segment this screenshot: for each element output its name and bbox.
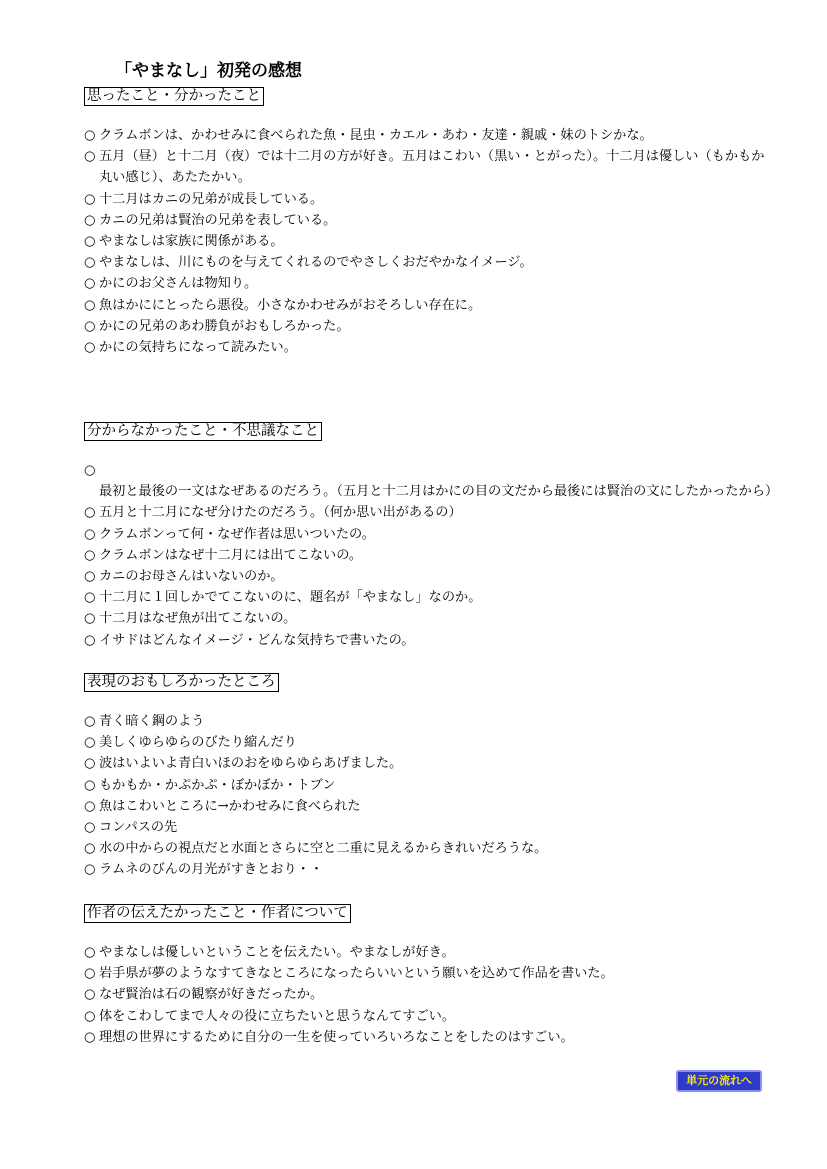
- list-item: ○ 十二月はカニの兄弟が成長している。: [84, 189, 774, 210]
- list-item: ○ やまなしは、川にものを与えてくれるのでやさしくおだやかなイメージ。: [84, 252, 774, 273]
- item-list: [84, 460, 779, 651]
- list-item: ○ なぜ賢治は石の観察が好きだったか。: [84, 984, 774, 1005]
- list-item: ○ 魚はこわいところに→かわせみに食べられた: [84, 796, 774, 817]
- section-heading: 分からなかったこと・不思議なこと: [84, 422, 322, 441]
- list-item: ○ もかもか・かぷかぷ・ぼかぼか・トブン: [84, 775, 774, 796]
- list-item: ○ 体をこわしてまで人々の役に立ちたいと思うなんてすごい。: [84, 1006, 774, 1027]
- list-item: ○ 理想の世界にするために自分の一生を使っていろいろなことをしたのはすごい。: [84, 1027, 774, 1048]
- list-item: ○ 波はいよいよ青白いほのおをゆらゆらあげました。: [84, 753, 774, 774]
- list-item: ○ 五月（昼）と十二月（夜）では十二月の方が好き。五月はこわい（黒い・とがった）。十二月は優しい（もかもか 丸い感じ）、あたたかい。: [84, 146, 774, 188]
- list-item: ○ 青く暗く鋼のよう: [84, 711, 774, 732]
- list-item: ○ 水の中からの視点だと水面とさらに空と二重に見えるからきれいだろうな。: [84, 838, 774, 859]
- item-list: [84, 942, 774, 1048]
- list-item: ○ かにの気持ちになって読みたい。: [84, 337, 774, 358]
- list-item: ○ クラムボンはなぜ十二月には出てこないの。: [84, 545, 774, 566]
- list-item: ○ カニの兄弟は賢治の兄弟を表している。: [84, 210, 774, 231]
- list-item: ○ 五月と十二月になぜ分けたのだろう。（何か思い出があるの）: [84, 502, 774, 523]
- section-expressions: [84, 671, 774, 881]
- section-author: [84, 902, 774, 1048]
- section-heading: 表現のおもしろかったところ: [84, 673, 279, 692]
- list-item: ○ かにの兄弟のあわ勝負がおもしろかった。: [84, 316, 774, 337]
- list-item: ○ やまなしは家族に関係がある。: [84, 231, 774, 252]
- list-item: ○ 十二月に１回しかでてこないのに、題名が「やまなし」なのか。: [84, 587, 774, 608]
- list-item: ○ 魚はかににとったら悪役。小さなかわせみがおそろしい存在に。: [84, 295, 774, 316]
- list-item: ○ かにのお父さんは物知り。: [84, 273, 774, 294]
- page-title: 「やまなし」初発の感想: [115, 61, 302, 81]
- list-item: ○ やまなしは優しいということを伝えたい。やまなしが好き。: [84, 942, 774, 963]
- section-heading: 思ったこと・分かったこと: [84, 87, 264, 106]
- section-questions: [84, 420, 779, 651]
- item-list: [84, 125, 778, 358]
- list-item: ○ イサドはどんなイメージ・どんな気持ちで書いたの。: [84, 630, 774, 651]
- list-item: ○ カニのお母さんはいないのか。: [84, 566, 774, 587]
- list-item: ○ ラムネのびんの月光がすきとおり・・: [84, 859, 774, 880]
- list-item: ○ クラムボンって何・なぜ作者は思いついたの。: [84, 524, 774, 545]
- list-item: ○ 岩手県が夢のようなすてきなところになったらいいという願いを込めて作品を書いた。: [84, 963, 774, 984]
- list-item: ○ 美しくゆらゆらのびたり縮んだり: [84, 732, 774, 753]
- unit-flow-button[interactable]: 単元の流れへ: [676, 1070, 762, 1092]
- section-heading: 作者の伝えたかったこと・作者について: [84, 904, 351, 923]
- section-understood: [84, 85, 778, 358]
- item-list: [84, 711, 774, 881]
- list-item: ○ クラムボンは、かわせみに食べられた魚・昆虫・カエル・あわ・友達・親戚・妹のトシかな。: [84, 125, 774, 146]
- list-item: ○ 最初と最後の一文はなぜあるのだろう。（五月と十二月はかにの目の文だから最後には賢治の文にしたかったから）: [84, 460, 774, 502]
- list-item: ○ コンパスの先: [84, 817, 774, 838]
- list-item: ○ 十二月はなぜ魚が出てこないの。: [84, 608, 774, 629]
